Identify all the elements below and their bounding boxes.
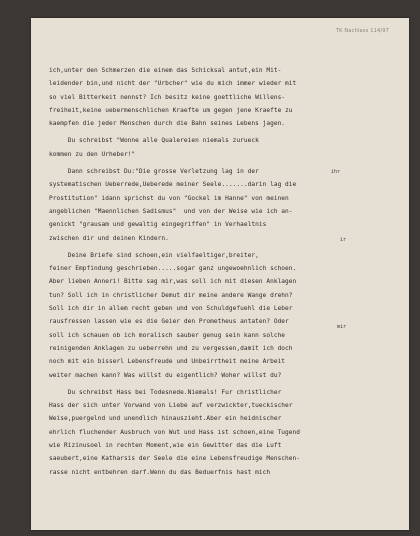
text-line: reinigenden Anklagen zu ueberrehn und zu vergessen,damit ich doch [49,344,293,352]
text-line: Aber lieben Anneri! Bitte sag mir,was soll ich mit diesen Anklagen [49,278,297,286]
paragraph-5 [49,386,395,479]
text-line: genickt "grausam und gewaltig eingegriffen" in Verhaeltnis [49,221,267,229]
text-line: wie Rizinusoel in rechten Moment,wie ein Gewitter das die Luft [49,442,282,450]
text-line: freiheit,keine uebermenschlichen Kraefte um gegen jene Kraefte zu [49,106,293,114]
text-line: Du schreibst Hass bei Todesnede.Niemals! Fur christlicher [49,388,282,396]
text-line: rausfressen lassen wie es die Geier den Prometheus antaten? Oder [49,318,289,326]
text-line: rasse nicht entbehren darf.Wenn du das Beduerfnis hast mich [49,468,271,476]
text-line: weiter machen kann? Was willst du eigentlich? Woher willst du? [49,371,282,379]
text-line: Deine Briefe sind schoen,ein vielfaeltiger,breiter, [49,251,259,259]
text-line: angeblichen "Maennlichen Sadismus" und von der Weise wie ich an- [49,207,293,215]
text-line: kaempfen die jeder Menschen durch die Bahn seines Lebens jagen. [49,120,286,128]
text-line: soll ich schauen ob ich moralisch sauber genug sein kann solche [49,331,286,339]
text-line: Du schreibst "Wonne alle Qualereien niemals zurueck [49,137,259,145]
text-line: feiner Empfindung geschrieben.....sogar ganz ungewoehnlich schoen. [49,265,297,273]
text-line: Dann schreibst Du:"Die grosse Verletzung lag in der [49,168,259,176]
paragraph-2 [49,134,395,161]
text-line: Weise,puergelnd und unendlich hinauszieht.Aber ein heidnischer [49,415,282,423]
paragraph-4 [49,249,395,382]
paragraph-3 [49,165,395,245]
text-line: ehrlich fluchender Ausbruch von Wut und Hass ist schoen,eine Tugend [49,428,301,436]
text-line: noch mit ein bisserl Lebensfreude und Unbeirrtheit meine Arbeit [49,358,286,366]
text-line: ich,unter den Schmerzen die einem das Schicksal antut,ein Mit- [49,67,282,74]
text-line: Soll ich dir in allem recht geben und von Schuldgefuehl die Leber [49,305,293,313]
text-line: tun? Soll ich in christlicher Demut dir meine andere Wange drehn? [49,291,293,299]
typed-letter-body [49,64,395,479]
paragraph-1 [49,64,395,130]
insertion-mark: ir [340,237,347,243]
text-line: kommen zu den Urheber!" [49,150,136,158]
letter-page [31,18,409,530]
text-line: so viel Bitterkeit nennst? Ich besitz keine goettliche Willens- [49,93,286,101]
insertion-mark: ihr [331,169,341,175]
text-line: zwischen dir und deinen Kindern. [49,234,169,242]
insertion-mark: mir [337,324,347,330]
text-line: leidender bin,und nicht der "Urbcher" wie du mich immer wieder mit [49,80,297,88]
archive-note: TK Nachlass 114/97 [335,28,389,34]
text-line: Prostitution" idann sprichst du von "Gockel im Hanne" von meinen [49,194,289,202]
text-line: Hass der sich unter Vorwand von Liebe auf verzwickter,tueckischer [49,402,293,410]
text-line: saeubert,eine Katharsis der Seele die eine Lebensfreudige Menschen- [49,455,301,463]
text-line: systematischen Ueberrede,Ueberede meiner Seele.......darin lag die [49,181,297,189]
